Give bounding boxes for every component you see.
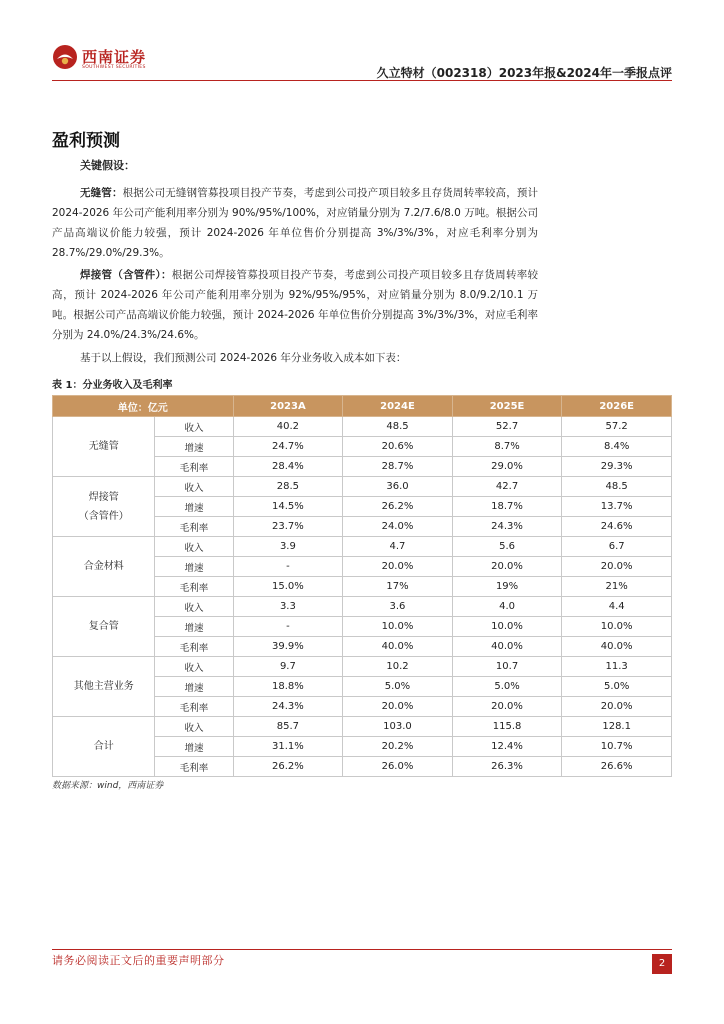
value-cell: 24.3% xyxy=(452,517,562,537)
value-cell: 26.2% xyxy=(233,757,343,777)
value-cell: 26.3% xyxy=(452,757,562,777)
value-cell: 20.0% xyxy=(452,557,562,577)
value-cell: 20.0% xyxy=(452,697,562,717)
value-cell: 20.6% xyxy=(343,437,453,457)
table-row xyxy=(53,417,672,437)
value-cell: 4.7 xyxy=(343,537,453,557)
section-title: 盈利预测 xyxy=(52,131,120,151)
metric-label: 收入 xyxy=(155,477,233,497)
brand-logo xyxy=(52,44,172,74)
value-cell: 29.3% xyxy=(562,457,672,477)
table-row xyxy=(53,597,672,617)
value-cell: 18.8% xyxy=(233,677,343,697)
value-cell: 85.7 xyxy=(233,717,343,737)
value-cell: 20.2% xyxy=(343,737,453,757)
segment-name xyxy=(53,717,155,777)
value-cell: 11.3 xyxy=(562,657,672,677)
value-cell: 40.0% xyxy=(343,637,453,657)
value-cell: 10.2 xyxy=(343,657,453,677)
value-cell: 4.4 xyxy=(562,597,672,617)
value-cell: 115.8 xyxy=(452,717,562,737)
value-cell: 40.0% xyxy=(562,637,672,657)
value-cell: 5.0% xyxy=(452,677,562,697)
logo-text-en: SOUTHWEST SECURITIES xyxy=(82,65,146,70)
value-cell: 24.0% xyxy=(343,517,453,537)
value-cell: 42.7 xyxy=(452,477,562,497)
value-cell: 10.7 xyxy=(452,657,562,677)
header-year: 2023A xyxy=(233,396,343,417)
value-cell: 20.0% xyxy=(562,557,672,577)
paragraph-lead: 无缝管： xyxy=(80,187,123,199)
table-header-row xyxy=(53,396,672,417)
value-cell: 48.5 xyxy=(343,417,453,437)
value-cell: 8.7% xyxy=(452,437,562,457)
value-cell: 5.6 xyxy=(452,537,562,557)
value-cell: 40.2 xyxy=(233,417,343,437)
value-cell: 24.3% xyxy=(233,697,343,717)
value-cell: 24.6% xyxy=(562,517,672,537)
segment-name xyxy=(53,477,155,537)
metric-label: 毛利率 xyxy=(155,697,233,717)
value-cell: 28.7% xyxy=(343,457,453,477)
value-cell: - xyxy=(233,557,343,577)
value-cell: 21% xyxy=(562,577,672,597)
assumption-seamless-pipe xyxy=(52,183,538,263)
segment-label-sub: （含管件） xyxy=(78,510,129,522)
segment-label: 焊接管 xyxy=(88,491,119,503)
value-cell: 20.0% xyxy=(562,697,672,717)
segment-label: 复合管 xyxy=(88,621,119,632)
segment-label: 合计 xyxy=(93,741,114,752)
segment-label: 其他主营业务 xyxy=(73,681,134,692)
value-cell: 19% xyxy=(452,577,562,597)
value-cell: 52.7 xyxy=(452,417,562,437)
value-cell: 6.7 xyxy=(562,537,672,557)
value-cell: 4.0 xyxy=(452,597,562,617)
value-cell: 26.6% xyxy=(562,757,672,777)
value-cell: 48.5 xyxy=(562,477,672,497)
forecast-intro: 基于以上假设，我们预测公司 2024-2026 年分业务收入成本如下表： xyxy=(80,352,407,364)
table-caption: 表 1：分业务收入及毛利率 xyxy=(52,380,173,391)
segment-label: 合金材料 xyxy=(83,561,124,572)
metric-label: 毛利率 xyxy=(155,517,233,537)
value-cell: 29.0% xyxy=(452,457,562,477)
logo-sun-icon xyxy=(52,44,78,70)
metric-label: 增速 xyxy=(155,737,233,757)
metric-label: 收入 xyxy=(155,717,233,737)
table-row xyxy=(53,477,672,497)
value-cell: 13.7% xyxy=(562,497,672,517)
metric-label: 毛利率 xyxy=(155,577,233,597)
segment-name xyxy=(53,537,155,597)
metric-label: 毛利率 xyxy=(155,637,233,657)
value-cell: 10.0% xyxy=(343,617,453,637)
value-cell: 23.7% xyxy=(233,517,343,537)
header-unit: 单位：亿元 xyxy=(53,396,234,417)
header-divider xyxy=(52,80,672,81)
metric-label: 增速 xyxy=(155,437,233,457)
paragraph-lead: 焊接管（含管件）： xyxy=(80,269,172,281)
value-cell: 28.4% xyxy=(233,457,343,477)
footer-disclaimer: 请务必阅读正文后的重要声明部分 xyxy=(52,954,225,967)
value-cell: 36.0 xyxy=(343,477,453,497)
value-cell: 28.5 xyxy=(233,477,343,497)
metric-label: 收入 xyxy=(155,597,233,617)
header-year: 2026E xyxy=(562,396,672,417)
header-year: 2024E xyxy=(343,396,453,417)
table-row xyxy=(53,537,672,557)
value-cell: 3.9 xyxy=(233,537,343,557)
value-cell: 103.0 xyxy=(343,717,453,737)
value-cell: 40.0% xyxy=(452,637,562,657)
header-year: 2025E xyxy=(452,396,562,417)
value-cell: 3.3 xyxy=(233,597,343,617)
value-cell: 20.0% xyxy=(343,697,453,717)
value-cell: - xyxy=(233,617,343,637)
value-cell: 10.7% xyxy=(562,737,672,757)
logo-text-cn: 西南证券 xyxy=(82,48,147,66)
value-cell: 31.1% xyxy=(233,737,343,757)
value-cell: 17% xyxy=(343,577,453,597)
value-cell: 5.0% xyxy=(562,677,672,697)
segment-name xyxy=(53,597,155,657)
value-cell: 15.0% xyxy=(233,577,343,597)
metric-label: 增速 xyxy=(155,557,233,577)
assumption-welded-pipe xyxy=(52,265,538,345)
table-row xyxy=(53,657,672,677)
metric-label: 毛利率 xyxy=(155,757,233,777)
value-cell: 39.9% xyxy=(233,637,343,657)
segment-name xyxy=(53,657,155,717)
value-cell: 57.2 xyxy=(562,417,672,437)
value-cell: 5.0% xyxy=(343,677,453,697)
value-cell: 9.7 xyxy=(233,657,343,677)
table-row xyxy=(53,717,672,737)
report-title: 久立特材（002318）2023年报&2024年一季报点评 xyxy=(376,66,672,80)
value-cell: 18.7% xyxy=(452,497,562,517)
value-cell: 3.6 xyxy=(343,597,453,617)
paragraph-body: 根据公司焊接管募投项目投产节奏，考虑到公司投产项目较多且存货周转率较高，预计 2024-2026 年公司产能利用率分别为 92%/95%/95%，对应销量分别为 8.0/9.2/10.1 万吨。根据公司产品高端议价能力较强，预计 2024-2026 年单位售价分别提高 3%/3%/3%，对应毛利率分别为 24.0%/24.3%/24.6%。 xyxy=(52,269,539,341)
value-cell: 26.2% xyxy=(343,497,453,517)
value-cell: 20.0% xyxy=(343,557,453,577)
segment-label: 无缝管 xyxy=(88,441,119,452)
segment-name xyxy=(53,417,155,477)
forecast-table xyxy=(52,395,672,777)
metric-label: 收入 xyxy=(155,417,233,437)
metric-label: 收入 xyxy=(155,537,233,557)
metric-label: 增速 xyxy=(155,677,233,697)
value-cell: 8.4% xyxy=(562,437,672,457)
key-assumptions-label: 关键假设： xyxy=(80,159,135,172)
metric-label: 增速 xyxy=(155,497,233,517)
page-number: 2 xyxy=(652,954,672,974)
value-cell: 14.5% xyxy=(233,497,343,517)
value-cell: 12.4% xyxy=(452,737,562,757)
value-cell: 128.1 xyxy=(562,717,672,737)
data-source: 数据来源：wind，西南证券 xyxy=(52,781,164,791)
value-cell: 26.0% xyxy=(343,757,453,777)
metric-label: 毛利率 xyxy=(155,457,233,477)
footer-divider xyxy=(52,949,672,950)
value-cell: 10.0% xyxy=(452,617,562,637)
metric-label: 增速 xyxy=(155,617,233,637)
value-cell: 10.0% xyxy=(562,617,672,637)
paragraph-body: 根据公司无缝钢管募投项目投产节奏，考虑到公司投产项目较多且存货周转率较高，预计 2024-2026 年公司产能利用率分别为 90%/95%/100%，对应销量分别为 7.2/7.6/8.0 万吨。根据公司产品高端议价能力较强，预计 2024-2026 年单位售价分别提高 3%/3%/3%，对应毛利率分别为 28.7%/29.0%/29.3%。 xyxy=(52,187,539,259)
metric-label: 收入 xyxy=(155,657,233,677)
value-cell: 24.7% xyxy=(233,437,343,457)
